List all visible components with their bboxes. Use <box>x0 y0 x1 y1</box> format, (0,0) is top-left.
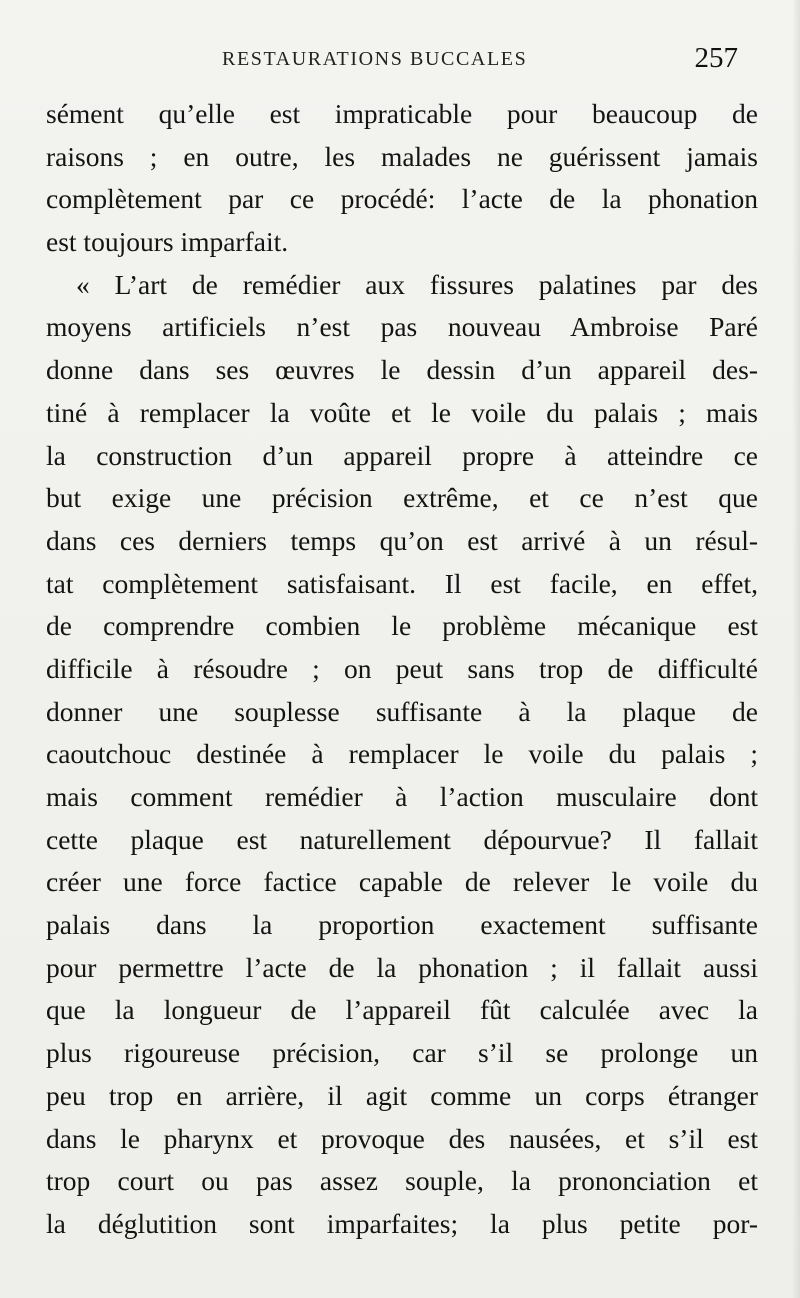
text-line: sément qu’elle est impraticable pour beaucoup de <box>46 98 758 129</box>
text-line: que la longueur de l’appareil fût calculée avec la <box>46 994 758 1026</box>
text-line: raisons ; en outre, les malades ne guérissent jamais <box>46 140 758 172</box>
text-line: cette plaque est naturellement dépourvue? Il fallait <box>46 823 758 855</box>
text-line: palais dans la proportion exactement suffisante <box>46 909 758 941</box>
running-head: RESTAURATIONS BUCCALES <box>222 48 528 70</box>
page-edge-shadow <box>792 0 800 1298</box>
body-text <box>46 93 758 1246</box>
text-line: « L’art de remédier aux fissures palatines par des <box>76 268 758 300</box>
text-line: la déglutition sont imparfaites; la plus petite por- <box>46 1207 758 1239</box>
text-line: peu trop en arrière, il agit comme un corps étranger <box>46 1079 758 1111</box>
page-header <box>0 42 800 78</box>
text-line: dans le pharynx et provoque des nausées, et s’il est <box>46 1122 758 1154</box>
text-line: donner une souplesse suffisante à la plaque de <box>46 695 758 727</box>
text-line: la construction d’un appareil propre à atteindre ce <box>46 439 758 471</box>
text-line: mais comment remédier à l’action musculaire dont <box>46 781 758 812</box>
text-line: créer une force factice capable de relever le voile du <box>46 866 758 898</box>
text-line: complètement par ce procédé: l’acte de la phonation <box>46 183 758 215</box>
page-number: 257 <box>694 42 738 74</box>
text-line: moyens artificiels n’est pas nouveau Ambroise Paré <box>46 311 758 343</box>
text-line: caoutchouc destinée à remplacer le voile du palais ; <box>46 738 758 770</box>
text-line: dans ces derniers temps qu’on est arrivé à un résul- <box>46 524 758 556</box>
text-line: trop court ou pas assez souple, la prononciation et <box>46 1165 758 1197</box>
text-line: tat complètement satisfaisant. Il est facile, en effet, <box>46 567 758 599</box>
text-line: tiné à remplacer la voûte et le voile du palais ; mais <box>46 396 758 428</box>
text-line: but exige une précision extrême, et ce n’est que <box>46 482 758 514</box>
text-line: est toujours imparfait. <box>46 226 289 258</box>
text-line: donne dans ses œuvres le dessin d’un appareil des- <box>46 354 758 386</box>
text-line: plus rigoureuse précision, car s’il se prolonge un <box>46 1037 758 1069</box>
text-line: pour permettre l’acte de la phonation ; il fallait aussi <box>46 951 758 983</box>
text-line: de comprendre combien le problème mécanique est <box>46 610 758 642</box>
text-line: difficile à résoudre ; on peut sans trop de difficulté <box>46 652 758 684</box>
